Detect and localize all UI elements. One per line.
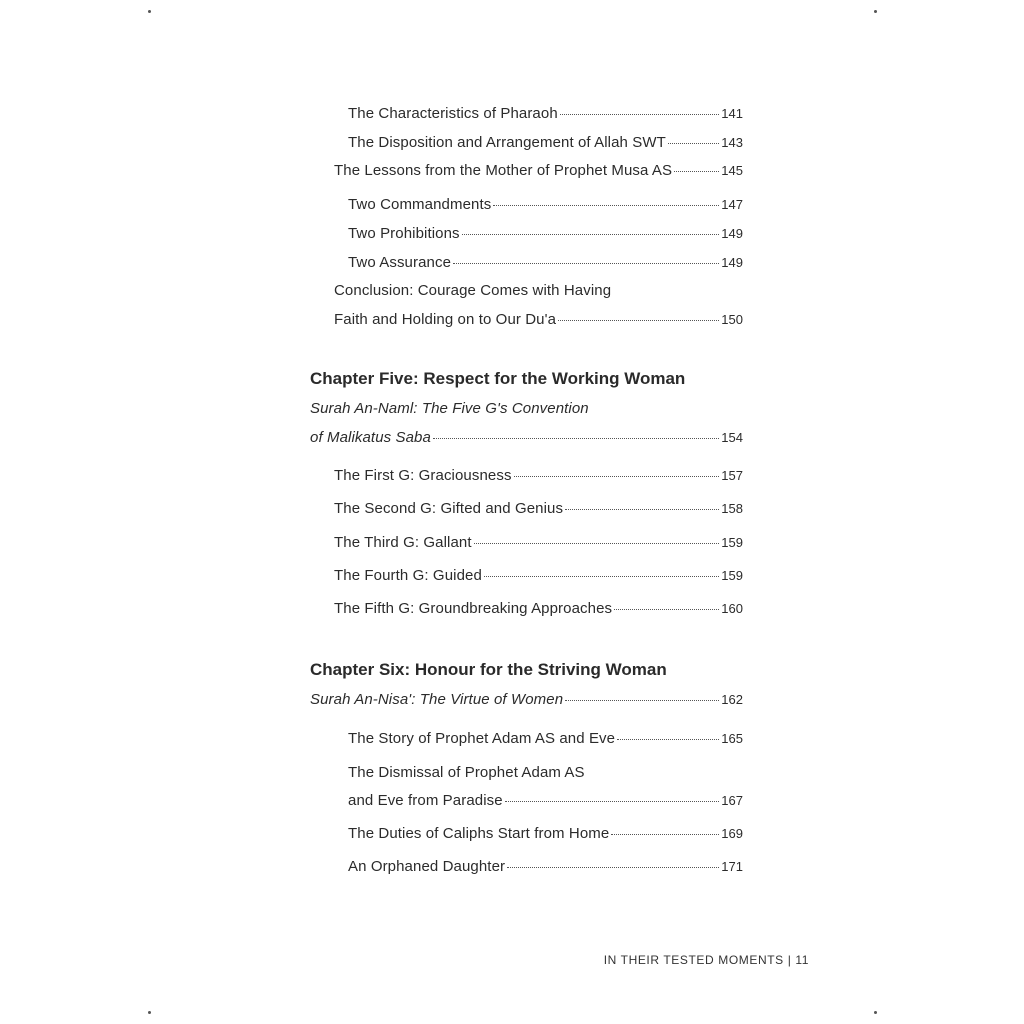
toc-entry-title: The Lessons from the Mother of Prophet Musa AS — [334, 162, 673, 179]
dot-leader — [484, 576, 719, 577]
toc-entry-page: 158 — [721, 501, 743, 516]
toc-entry-title: The Third G: Gallant — [334, 534, 472, 551]
surah-title: Surah An-Naml: The Five G's Convention — [310, 400, 589, 417]
toc-entry-page: 159 — [721, 568, 743, 583]
page-footer: IN THEIR TESTED MOMENTS | 11 — [603, 953, 809, 967]
dot-leader — [462, 234, 720, 235]
toc-entry-page: 167 — [721, 793, 743, 808]
dot-leader — [565, 700, 719, 701]
toc-entry-title: Conclusion: Courage Comes with Having — [334, 282, 612, 299]
toc-entry-title: The Characteristics of Pharaoh — [348, 105, 558, 122]
toc-entry — [334, 499, 743, 519]
toc-entry — [348, 791, 743, 811]
dot-leader — [433, 438, 719, 439]
toc-entry-title: The Fourth G: Guided — [334, 567, 482, 584]
toc-entry — [348, 824, 743, 844]
toc-entry-title: The Fifth G: Groundbreaking Approaches — [334, 600, 613, 617]
toc-entry — [334, 310, 743, 330]
toc-entry-page: 141 — [721, 106, 743, 121]
toc-entry — [348, 857, 743, 877]
dot-leader — [560, 114, 720, 115]
dot-leader — [453, 263, 719, 264]
dot-leader — [668, 143, 719, 144]
toc-entry-title: and Eve from Paradise — [348, 792, 503, 809]
toc-entry-page: 149 — [721, 255, 743, 270]
toc-entry-page: 162 — [721, 692, 743, 707]
toc-entry-title: Two Prohibitions — [348, 225, 460, 242]
toc-entry-title: The Story of Prophet Adam AS and Eve — [348, 730, 616, 747]
toc-entry-title: The Disposition and Arrangement of Allah SWT — [348, 134, 666, 151]
toc-entry — [348, 253, 743, 273]
dot-leader — [474, 543, 720, 544]
chapter-heading: Chapter Six: Honour for the Striving Woman — [310, 660, 667, 679]
surah-entry — [310, 428, 743, 448]
toc-entry-title: The Second G: Gifted and Genius — [334, 500, 564, 517]
dot-leader — [514, 476, 720, 477]
dot-leader — [505, 801, 720, 802]
toc-entry — [334, 599, 743, 619]
toc-entry-page: 171 — [721, 859, 743, 874]
toc-entry-page: 160 — [721, 601, 743, 616]
surah-entry — [310, 690, 743, 710]
dot-leader — [558, 320, 719, 321]
toc-entry-title: Two Assurance — [348, 254, 452, 271]
toc-entry-page: 169 — [721, 826, 743, 841]
toc-entry-page: 150 — [721, 312, 743, 327]
toc-entry-page: 157 — [721, 468, 743, 483]
toc-entry — [348, 763, 743, 783]
toc-entry — [334, 466, 743, 486]
toc-entry-title: The Dismissal of Prophet Adam AS — [348, 764, 585, 781]
dot-leader — [493, 205, 719, 206]
toc-entry-title: Two Commandments — [348, 196, 492, 213]
toc-entry-page: 147 — [721, 197, 743, 212]
toc-entry-page: 149 — [721, 226, 743, 241]
dot-leader — [617, 739, 719, 740]
surah-entry — [310, 399, 743, 419]
dot-leader — [507, 867, 719, 868]
chapter-heading: Chapter Five: Respect for the Working Woman — [310, 369, 686, 388]
toc-entry-title: Faith and Holding on to Our Du'a — [334, 311, 557, 328]
toc-entry — [348, 195, 743, 215]
toc-entry-title: The Duties of Caliphs Start from Home — [348, 825, 610, 842]
toc-entry — [334, 161, 743, 181]
toc-entry — [334, 533, 743, 553]
dot-leader — [565, 509, 719, 510]
surah-title: of Malikatus Saba — [310, 429, 431, 446]
toc-entry-page: 145 — [721, 163, 743, 178]
toc-entry — [348, 133, 743, 153]
toc-entry — [348, 224, 743, 244]
toc-entry-title: An Orphaned Daughter — [348, 858, 506, 875]
toc-entry-title: The First G: Graciousness — [334, 467, 512, 484]
toc-entry — [348, 729, 743, 749]
dot-leader — [614, 609, 719, 610]
toc-entry — [334, 281, 743, 301]
toc-entry-page: 165 — [721, 731, 743, 746]
toc-entry — [334, 566, 743, 586]
dot-leader — [611, 834, 719, 835]
surah-title: Surah An-Nisa': The Virtue of Women — [310, 691, 564, 708]
toc-entry-page: 143 — [721, 135, 743, 150]
toc-entry-page: 159 — [721, 535, 743, 550]
dot-leader — [674, 171, 719, 172]
toc-entry-page: 154 — [721, 430, 743, 445]
toc-entry — [348, 104, 743, 124]
